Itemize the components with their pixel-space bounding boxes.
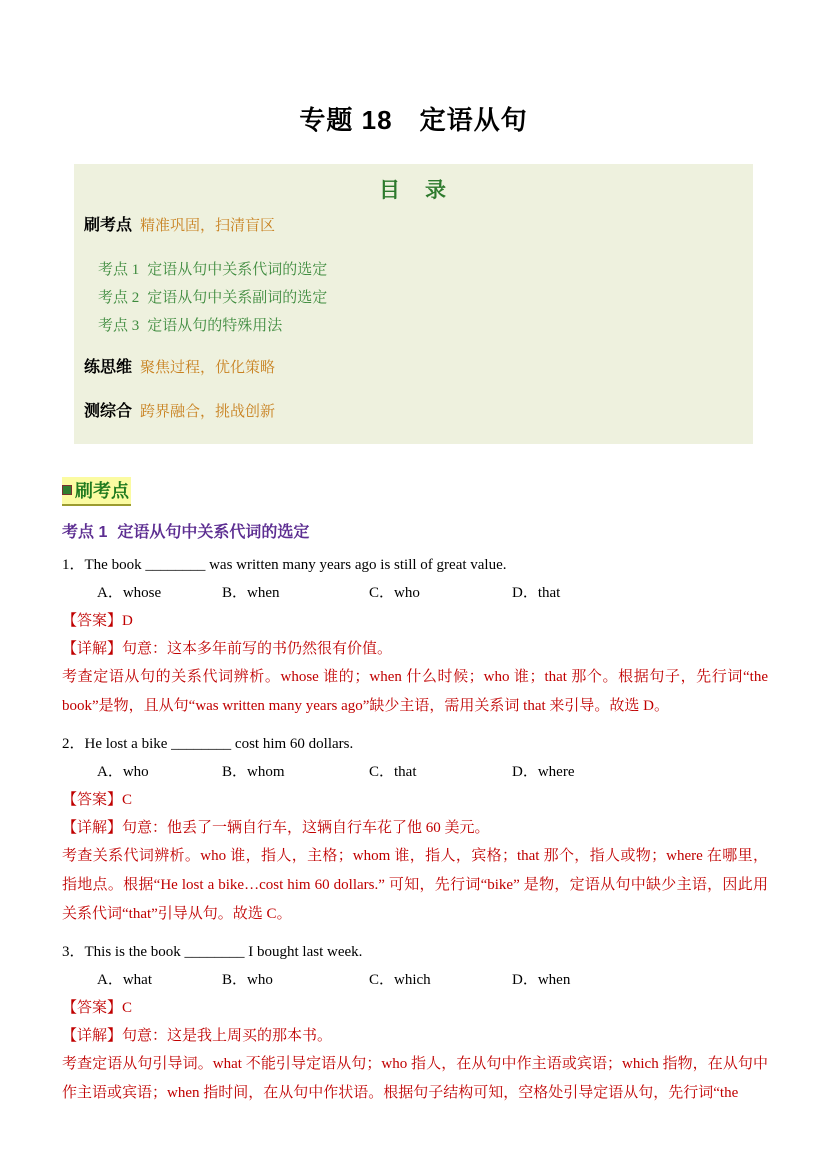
option-d	[512, 966, 768, 994]
section-header-shuakaodian	[62, 477, 768, 506]
answer-label: 【答案】	[62, 1000, 123, 1016]
option-key: A．	[97, 972, 123, 988]
option-text: whose	[122, 585, 162, 601]
option-d	[512, 579, 768, 607]
toc-item-text: 定语从句中关系代词的选定	[147, 262, 328, 278]
option-text: whom	[247, 764, 285, 780]
square-bullet-icon	[62, 485, 72, 495]
option-key: A．	[97, 764, 123, 780]
kaodian1-header	[62, 519, 768, 542]
question-text: He lost a bike ________ cost him 60 dollars.	[84, 736, 354, 752]
question-number: 2．	[62, 736, 85, 752]
toc-section-label: 测综合	[84, 403, 133, 420]
detail-line: 【详解】句意：这本多年前写的书仍然很有价值。	[62, 641, 393, 657]
option-c	[369, 758, 512, 786]
option-text: who	[247, 972, 273, 988]
option-key: D．	[512, 764, 538, 780]
toc-item-list	[98, 256, 753, 340]
analysis-text: 考查定语从句引导词。what 不能引导定语从句；who 指人，在从句中作主语或宾语；which 指物，在从句中作主语或宾语；when 指时间，在从句中作状语。根据句子结构可知，空格处引导定语从句，先行词“the	[62, 1056, 768, 1101]
answer-line	[62, 994, 768, 1022]
answer-line	[62, 786, 768, 814]
question-text: This is the book ________ I bought last week.	[84, 944, 363, 960]
analysis-text: 考查关系代词辨析。who 谁，指人，主格；whom 谁，指人，宾格；that 那个，指人或物；where 在哪里，指地点。根据“He lost a bike…cost him 60 dollars.” 可知，先行词“bike” 是物，定语从句中缺少主语，因此用关系代词“that”引导从句。故选 C。	[62, 848, 768, 922]
kaodian1-title: 定语从句中关系代词的选定	[117, 524, 310, 541]
table-of-contents	[74, 164, 753, 444]
option-key: B．	[222, 585, 248, 601]
option-key: D．	[512, 972, 538, 988]
toc-section-label: 刷考点	[84, 217, 133, 234]
option-row	[62, 966, 768, 994]
toc-item-num: 考点 3	[98, 318, 140, 334]
option-text: who	[122, 764, 149, 780]
toc-item-num: 考点 2	[98, 290, 140, 306]
page-title: 专题 18 定语从句	[299, 105, 528, 135]
question-block-2	[62, 730, 768, 929]
option-text: who	[394, 585, 420, 601]
toc-section-cezonghe	[84, 398, 753, 426]
option-row	[62, 758, 768, 786]
option-key: B．	[222, 972, 248, 988]
option-key: C．	[369, 764, 395, 780]
option-d	[512, 758, 768, 786]
question-number: 1．	[62, 557, 85, 573]
toc-section-desc: 精准巩固，扫清盲区	[140, 218, 276, 234]
kaodian1-number: 考点 1	[62, 524, 108, 541]
option-a	[97, 579, 222, 607]
toc-section-desc: 跨界融合，挑战创新	[140, 404, 276, 420]
answer-value: D	[122, 613, 133, 629]
toc-section-desc: 聚焦过程，优化策略	[140, 360, 276, 376]
question-block-3	[62, 938, 768, 1108]
section-header-highlight	[62, 477, 131, 506]
toc-item-text: 定语从句中关系副词的选定	[147, 290, 328, 306]
option-text: what	[122, 972, 153, 988]
option-text: that	[394, 764, 417, 780]
question-text: The book ________ was written many years ago is still of great value.	[84, 557, 507, 573]
question-stem	[62, 938, 768, 966]
option-text: when	[537, 972, 571, 988]
answer-value: C	[122, 792, 133, 808]
toc-item-kaodian2	[98, 284, 753, 312]
question-stem	[62, 730, 768, 758]
option-b	[222, 579, 369, 607]
answer-line	[62, 607, 768, 635]
option-key: D．	[512, 585, 538, 601]
option-text: that	[537, 585, 561, 601]
question-stem	[62, 551, 768, 579]
option-c	[369, 579, 512, 607]
option-key: C．	[369, 972, 395, 988]
toc-section-liansiwei	[84, 354, 753, 382]
question-number: 3．	[62, 944, 85, 960]
toc-section-shuakaodian	[84, 212, 753, 240]
option-a	[97, 966, 222, 994]
option-row	[62, 579, 768, 607]
option-text: when	[247, 585, 280, 601]
toc-item-text: 定语从句的特殊用法	[147, 318, 283, 334]
section-header-label: 刷考点	[75, 481, 129, 501]
question-block-1	[62, 551, 768, 721]
answer-label: 【答案】	[62, 792, 123, 808]
main-content	[62, 477, 768, 1108]
option-key: B．	[222, 764, 248, 780]
toc-section-label: 练思维	[84, 359, 133, 376]
analysis-text: 考查定语从句的关系代词辨析。whose 谁的；when 什么时候；who 谁；that 那个。根据句子，先行词“the book”是物，且从句“was written many years ago”缺少主语，需用关系词 that 来引导。故选 D。	[62, 669, 768, 714]
answer-value: C	[122, 1000, 133, 1016]
option-key: C．	[369, 585, 395, 601]
option-text: where	[537, 764, 575, 780]
option-a	[97, 758, 222, 786]
toc-item-kaodian1	[98, 256, 753, 284]
detail-line: 【详解】句意：他丢了一辆自行车，这辆自行车花了他 60 美元。	[62, 820, 490, 836]
option-b	[222, 758, 369, 786]
answer-label: 【答案】	[62, 613, 123, 629]
toc-item-num: 考点 1	[98, 262, 140, 278]
toc-title: 目 录	[379, 179, 448, 202]
detail-line: 【详解】句意：这是我上周买的那本书。	[62, 1028, 333, 1044]
option-c	[369, 966, 512, 994]
option-text: which	[394, 972, 431, 988]
option-b	[222, 966, 369, 994]
toc-item-kaodian3	[98, 312, 753, 340]
option-key: A．	[97, 585, 123, 601]
